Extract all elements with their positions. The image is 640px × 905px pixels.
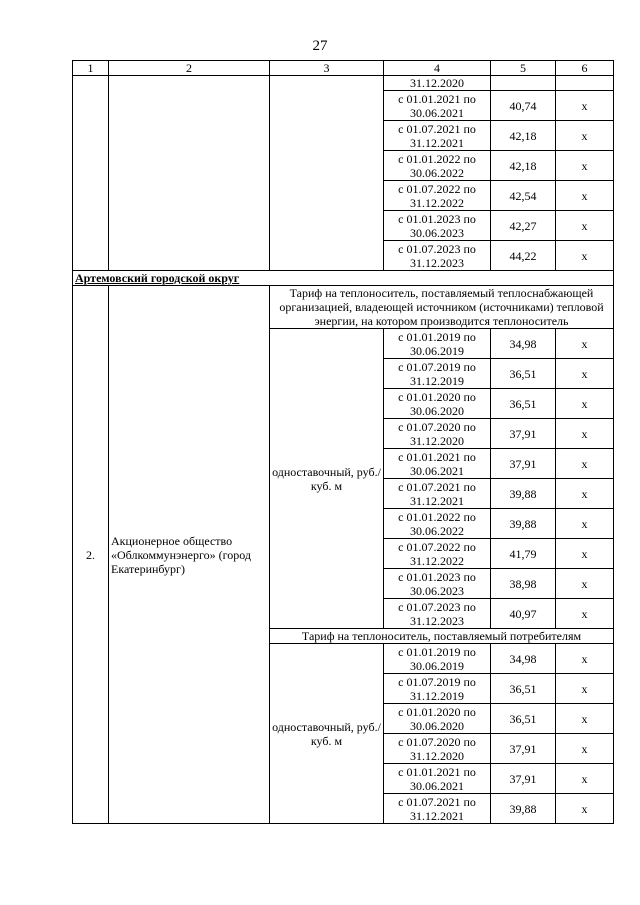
continuation-num-cell (73, 76, 109, 271)
period-cell: с 01.07.2022 по 31.12.2022 (384, 539, 491, 569)
value-cell: 37,91 (491, 734, 556, 764)
tariff-table (72, 60, 614, 824)
x-cell: х (556, 449, 614, 479)
x-cell: х (556, 764, 614, 794)
x-cell: х (556, 181, 614, 211)
period-cell: с 01.01.2020 по 30.06.2020 (384, 389, 491, 419)
x-cell: х (556, 121, 614, 151)
entry-number: 2. (73, 286, 109, 824)
value-cell: 36,51 (491, 359, 556, 389)
x-cell: х (556, 509, 614, 539)
continuation-kind-cell (270, 76, 384, 271)
period-cell: с 01.01.2021 по 30.06.2021 (384, 449, 491, 479)
period-cell: с 01.01.2022 по 30.06.2022 (384, 151, 491, 181)
value-cell: 36,51 (491, 704, 556, 734)
x-cell: х (556, 419, 614, 449)
value-cell: 40,74 (491, 91, 556, 121)
value-cell: 44,22 (491, 241, 556, 271)
period-cell: с 01.07.2019 по 31.12.2019 (384, 359, 491, 389)
value-cell: 39,88 (491, 509, 556, 539)
period-cell: с 01.01.2020 по 30.06.2020 (384, 704, 491, 734)
period-cell: с 01.01.2019 по 30.06.2019 (384, 644, 491, 674)
x-cell: х (556, 794, 614, 824)
value-cell: 34,98 (491, 644, 556, 674)
value-cell: 42,27 (491, 211, 556, 241)
x-cell: х (556, 329, 614, 359)
period-cell: с 01.01.2019 по 30.06.2019 (384, 329, 491, 359)
section-row (73, 271, 614, 286)
continuation-org-cell (109, 76, 270, 271)
entry-title-row (73, 286, 614, 329)
x-cell: х (556, 704, 614, 734)
header-row (73, 61, 614, 76)
period-cell: с 01.01.2023 по 30.06.2023 (384, 211, 491, 241)
period-cell: с 01.07.2023 по 31.12.2023 (384, 599, 491, 629)
x-cell: х (556, 479, 614, 509)
tariff1-title: Тариф на теплоноситель, поставляемый теплоснабжающей организацией, владеющей источником (источниками) тепловой энергии, на котором производится теплоноситель (270, 286, 614, 329)
value-cell: 41,79 (491, 539, 556, 569)
organization-name: Акционерное общество «Облкоммунэнерго» (город Екатеринбург) (109, 286, 270, 824)
value-cell (491, 76, 556, 91)
x-cell: х (556, 211, 614, 241)
period-cell: 31.12.2020 (384, 76, 491, 91)
value-cell: 37,91 (491, 449, 556, 479)
section-title: Артемовский городской округ (73, 271, 614, 286)
x-cell: х (556, 674, 614, 704)
period-cell: с 01.07.2019 по 31.12.2019 (384, 674, 491, 704)
value-cell: 36,51 (491, 674, 556, 704)
x-cell: х (556, 539, 614, 569)
period-cell: с 01.07.2023 по 31.12.2023 (384, 241, 491, 271)
page-number: 27 (312, 38, 328, 54)
col-header-1: 1 (73, 61, 109, 76)
period-cell: с 01.01.2021 по 30.06.2021 (384, 91, 491, 121)
value-cell: 39,88 (491, 479, 556, 509)
col-header-3: 3 (270, 61, 384, 76)
period-cell: с 01.07.2020 по 31.12.2020 (384, 419, 491, 449)
tariff1-kind: одноставочный, руб./куб. м (270, 329, 384, 629)
period-cell: с 01.07.2022 по 31.12.2022 (384, 181, 491, 211)
period-cell: с 01.07.2020 по 31.12.2020 (384, 734, 491, 764)
x-cell: х (556, 359, 614, 389)
x-cell: х (556, 151, 614, 181)
value-cell: 42,18 (491, 151, 556, 181)
period-cell: с 01.01.2023 по 30.06.2023 (384, 569, 491, 599)
x-cell: х (556, 569, 614, 599)
x-cell (556, 76, 614, 91)
value-cell: 38,98 (491, 569, 556, 599)
period-cell: с 01.07.2021 по 31.12.2021 (384, 479, 491, 509)
value-cell: 40,97 (491, 599, 556, 629)
x-cell: х (556, 91, 614, 121)
col-header-2: 2 (109, 61, 270, 76)
period-cell: с 01.07.2021 по 31.12.2021 (384, 794, 491, 824)
col-header-4: 4 (384, 61, 491, 76)
value-cell: 36,51 (491, 389, 556, 419)
tariff2-kind: одноставочный, руб./куб. м (270, 644, 384, 824)
tariff2-title: Тариф на теплоноситель, поставляемый потребителям (270, 629, 614, 644)
x-cell: х (556, 734, 614, 764)
value-cell: 39,88 (491, 794, 556, 824)
x-cell: х (556, 389, 614, 419)
period-cell: с 01.01.2021 по 30.06.2021 (384, 764, 491, 794)
x-cell: х (556, 241, 614, 271)
period-cell: с 01.07.2021 по 31.12.2021 (384, 121, 491, 151)
value-cell: 42,54 (491, 181, 556, 211)
value-cell: 37,91 (491, 419, 556, 449)
value-cell: 34,98 (491, 329, 556, 359)
col-header-5: 5 (491, 61, 556, 76)
col-header-6: 6 (556, 61, 614, 76)
period-cell: с 01.01.2022 по 30.06.2022 (384, 509, 491, 539)
value-cell: 42,18 (491, 121, 556, 151)
continuation-first-row (73, 76, 614, 91)
x-cell: х (556, 599, 614, 629)
x-cell: х (556, 644, 614, 674)
value-cell: 37,91 (491, 764, 556, 794)
